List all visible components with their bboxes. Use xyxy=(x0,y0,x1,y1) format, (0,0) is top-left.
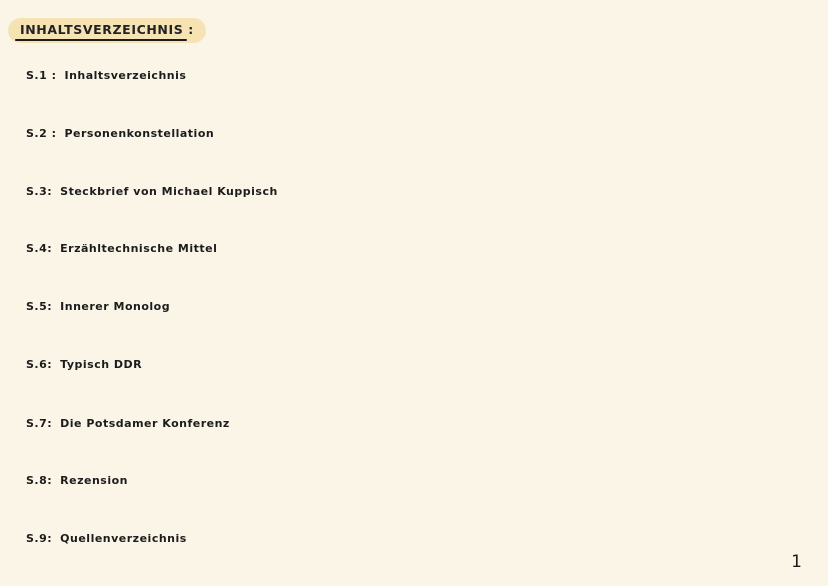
toc-entry-2 xyxy=(26,128,214,139)
toc-page-number: S.3: xyxy=(26,185,53,198)
toc-entry-label: Rezension xyxy=(60,474,128,487)
title-underline xyxy=(15,39,187,41)
toc-entry-label: Innerer Monolog xyxy=(60,300,171,313)
toc-entry-label: Erzähltechnische Mittel xyxy=(60,242,218,255)
toc-page-number: S.5: xyxy=(26,300,53,313)
toc-entry-label: Quellenverzeichnis xyxy=(60,532,187,545)
toc-entry-8 xyxy=(26,475,128,486)
toc-page-number: S.8: xyxy=(26,474,53,487)
toc-entry-5 xyxy=(26,301,170,312)
toc-page-number: S.9: xyxy=(26,532,53,545)
toc-entry-7 xyxy=(26,418,230,429)
toc-page-number: S.1 : xyxy=(26,69,57,82)
toc-entry-3 xyxy=(26,186,278,197)
toc-entry-6 xyxy=(26,359,142,370)
toc-entry-label: Steckbrief von Michael Kuppisch xyxy=(60,185,278,198)
toc-page-number: S.2 : xyxy=(26,127,57,140)
toc-page-number: S.4: xyxy=(26,242,53,255)
toc-entry-1 xyxy=(26,70,186,81)
toc-entry-label: Personenkonstellation xyxy=(64,127,215,140)
toc-entry-9 xyxy=(26,533,187,544)
page-title: INHALTSVERZEICHNIS : xyxy=(20,22,194,38)
toc-page-number: S.6: xyxy=(26,358,53,371)
toc-entry-label: Die Potsdamer Konferenz xyxy=(60,417,230,430)
toc-entry-label: Typisch DDR xyxy=(60,358,143,371)
toc-entry-label: Inhaltsverzeichnis xyxy=(64,69,187,82)
toc-entry-4 xyxy=(26,243,217,254)
toc-page-number: S.7: xyxy=(26,417,53,430)
page-number: 1 xyxy=(791,552,802,572)
